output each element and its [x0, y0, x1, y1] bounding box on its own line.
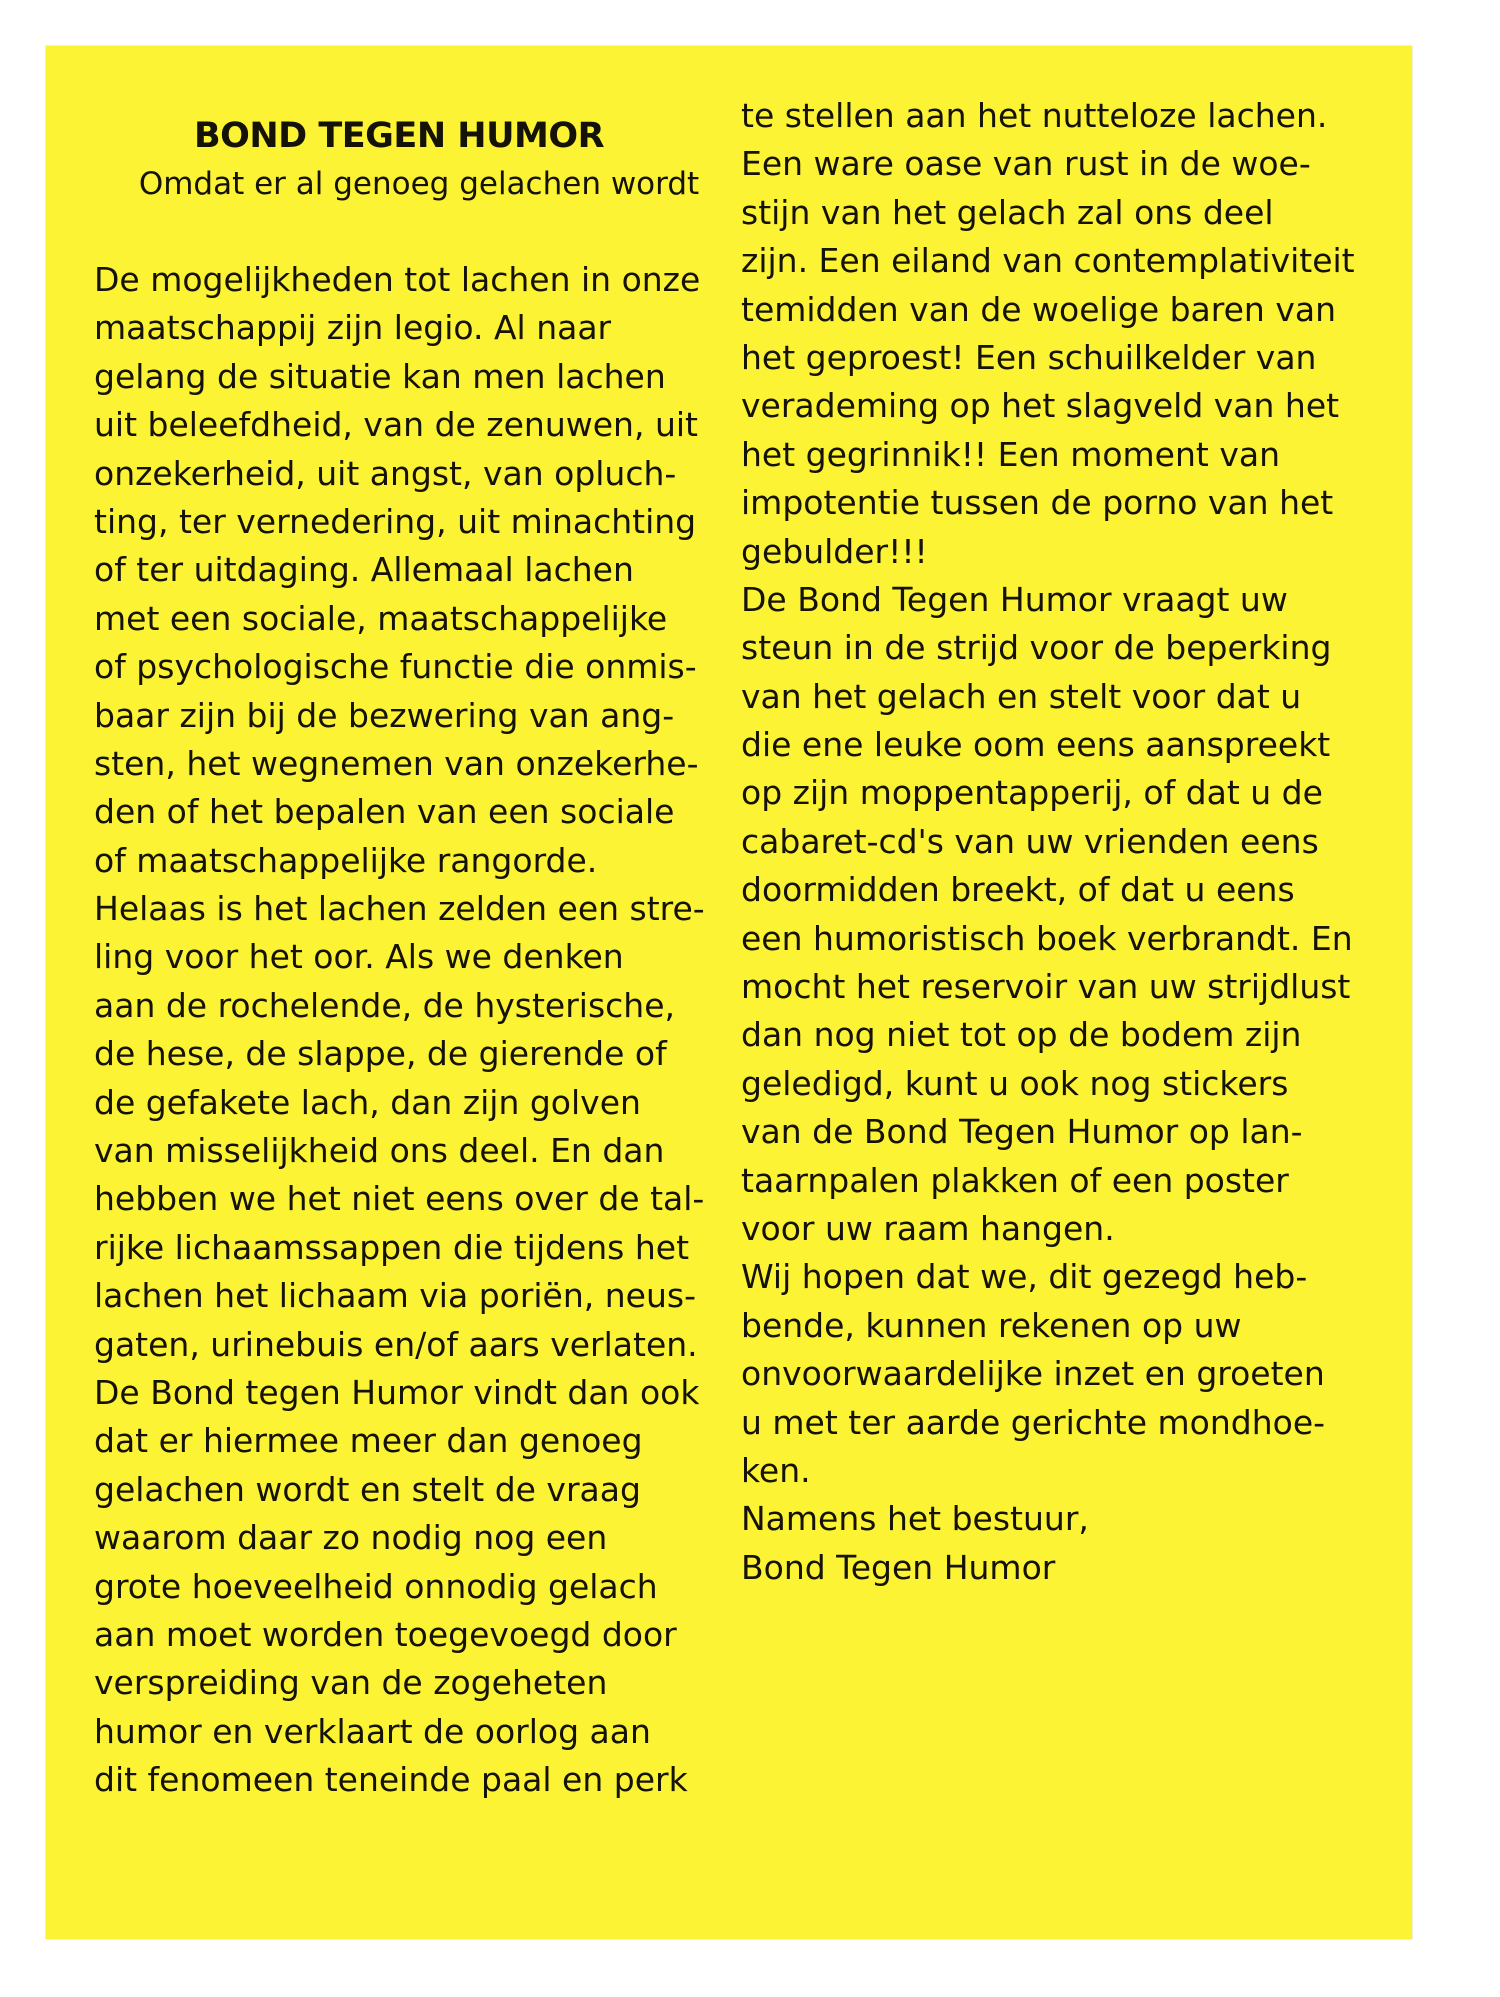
text-line: doormidden breekt, of dat u eens: [741, 870, 1295, 910]
text-line: De Bond tegen Humor vindt dan ook: [94, 1372, 700, 1412]
text-line: gaten, urinebuis en/of aars verlaten.: [94, 1324, 698, 1364]
text-line: u met ter aarde gerichte mondhoe-: [741, 1402, 1326, 1442]
text-line: het gegrinnik!! Een moment van: [741, 434, 1280, 474]
text-line: Wij hopen dat we, dit gezegd heb-: [741, 1257, 1308, 1297]
text-line: rijke lichaamssappen die tijdens het: [94, 1227, 690, 1267]
text-line: of maatschappelijke rangorde.: [94, 840, 598, 880]
text-line: ting, ter vernedering, uit minachting: [94, 501, 697, 541]
text-line: De mogelijkheden tot lachen in onze: [94, 260, 701, 299]
text-line: gebulder!!!: [741, 531, 928, 571]
text-line: van het gelach en stelt voor dat u: [741, 676, 1302, 716]
text-line: den of het bepalen van een sociale: [94, 792, 675, 832]
text-line: de gefakete lach, dan zijn golven: [94, 1082, 641, 1122]
text-line: onzekerheid, uit angst, van opluch-: [94, 453, 677, 493]
text-line: bende, kunnen rekenen op uw: [741, 1305, 1242, 1345]
text-line: impotentie tussen de porno van het: [741, 483, 1334, 523]
text-line: de hese, de slappe, de gierende of: [94, 1034, 667, 1074]
text-line: Bond Tegen Humor: [741, 1547, 1056, 1587]
text-line: Namens het bestuur,: [741, 1499, 1089, 1539]
document-subtitle: Omdat er al genoeg gelachen wordt: [138, 166, 700, 202]
text-line: een humoristisch boek verbrandt. En: [741, 918, 1353, 958]
text-line: ken.: [741, 1450, 811, 1490]
text-line: dat er hiermee meer dan genoeg: [94, 1421, 643, 1461]
text-line: cabaret-cd's van uw vrienden eens: [741, 821, 1319, 861]
right-body-text: [741, 92, 1401, 1592]
text-line: aan de rochelende, de hysterische,: [94, 985, 675, 1025]
text-line: Een ware oase van rust in de woe-: [741, 144, 1311, 184]
text-line: mocht het reservoir van uw strijdlust: [741, 967, 1351, 1007]
document-title: BOND TEGEN HUMOR: [193, 116, 605, 156]
text-line: Helaas is het lachen zelden een stre-: [94, 889, 705, 929]
text-line: taarnpalen plakken of een poster: [741, 1160, 1289, 1200]
text-line: zijn. Een eiland van contemplativiteit: [741, 241, 1355, 281]
text-line: stijn van het gelach zal ons deel: [741, 192, 1274, 232]
text-line: hebben we het niet eens over de tal-: [94, 1179, 705, 1219]
text-line: gelang de situatie kan men lachen: [94, 356, 666, 396]
text-line: steun in de strijd voor de beperking: [741, 628, 1332, 668]
text-line: gelachen wordt en stelt de vraag: [94, 1469, 641, 1509]
text-line: maatschappij zijn legio. Al naar: [94, 308, 612, 348]
text-line: te stellen aan het nutteloze lachen.: [741, 96, 1328, 135]
text-line: voor uw raam hangen.: [741, 1208, 1115, 1248]
text-line: dan nog niet tot op de bodem zijn: [741, 1015, 1302, 1055]
text-line: met een sociale, maatschappelijke: [94, 598, 668, 638]
text-line: sten, het wegnemen van onzekerhe-: [94, 743, 699, 783]
text-line: grote hoeveelheid onnodig gelach: [94, 1566, 658, 1606]
text-line: het geproest! Een schuilkelder van: [741, 337, 1317, 377]
text-line: onvoorwaardelijke inzet en groeten: [741, 1354, 1325, 1394]
text-line: humor en verklaart de oorlog aan: [94, 1711, 651, 1751]
left-column: [94, 46, 744, 1805]
text-line: dit fenomeen teneinde paal en perk: [94, 1760, 688, 1800]
text-line: aan moet worden toegevoegd door: [94, 1614, 677, 1654]
text-line: of ter uitdaging. Allemaal lachen: [94, 550, 634, 590]
text-line: verademing op het slagveld van het: [741, 386, 1340, 426]
text-line: die ene leuke oom eens aanspreekt: [741, 725, 1331, 765]
left-body-text: [94, 256, 744, 1805]
flyer-sheet: [46, 46, 1412, 1939]
text-line: van de Bond Tegen Humor op lan-: [741, 1112, 1303, 1152]
text-line: uit beleefdheid, van de zenuwen, uit: [94, 405, 698, 445]
text-line: van misselijkheid ons deel. En dan: [94, 1131, 665, 1171]
text-line: lachen het lichaam via poriën, neus-: [94, 1276, 696, 1316]
text-line: op zijn moppentapperij, of dat u de: [741, 773, 1323, 813]
text-line: baar zijn bij de bezwering van ang-: [94, 695, 675, 735]
right-column: [741, 46, 1401, 1592]
text-line: ling voor het oor. Als we denken: [94, 937, 624, 977]
text-line: De Bond Tegen Humor vraagt uw: [741, 579, 1288, 619]
text-line: geledigd, kunt u ook nog stickers: [741, 1063, 1289, 1103]
text-line: waarom daar zo nodig nog een: [94, 1518, 608, 1558]
text-line: verspreiding van de zogeheten: [94, 1663, 608, 1703]
text-line: temidden van de woelige baren van: [741, 289, 1336, 329]
text-line: of psychologische functie die onmis-: [94, 647, 697, 687]
